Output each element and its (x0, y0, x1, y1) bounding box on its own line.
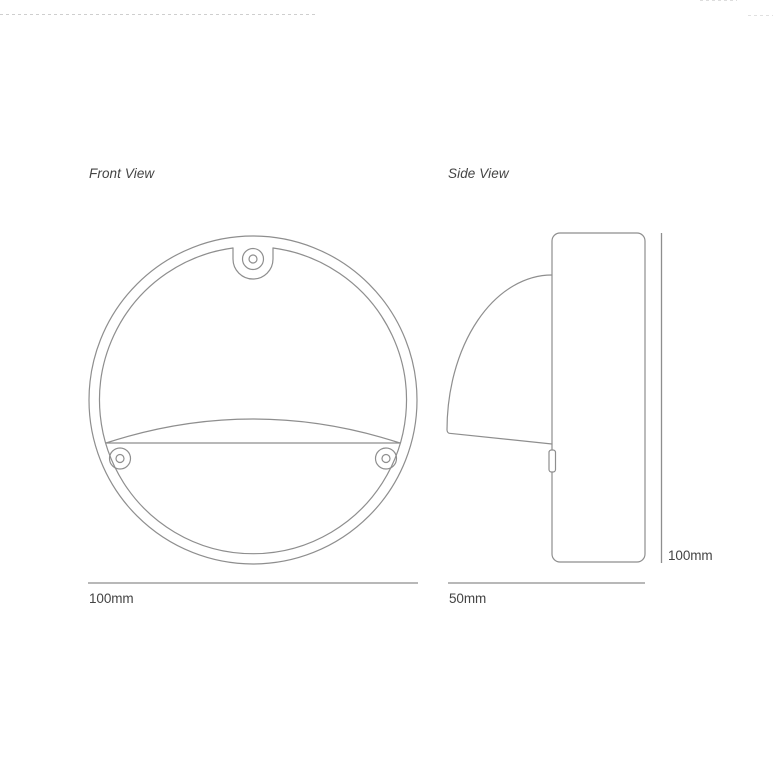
front-width-dimension-label: 100mm (89, 591, 134, 606)
bottom-right-screw-icon (376, 448, 397, 469)
bottom-left-screw-icon (110, 448, 131, 469)
screw-hole (382, 455, 390, 463)
depth-dimension-label: 50mm (449, 591, 487, 606)
screw-hole (116, 455, 124, 463)
front-view-drawing (88, 236, 418, 583)
side-body-outline (552, 233, 645, 562)
height-dimension-label: 100mm (668, 548, 713, 563)
front-inner-circle (99, 248, 406, 554)
side-view-label: Side View (448, 166, 509, 181)
screw-hole (249, 255, 257, 263)
side-hood-profile (447, 275, 552, 444)
screw-head (110, 448, 131, 469)
screw-head (243, 249, 264, 270)
side-fixing-tab (549, 450, 556, 472)
side-view-drawing (447, 233, 662, 583)
top-screw-icon (243, 249, 264, 270)
eyelid-arc (106, 419, 400, 443)
front-view-label: Front View (89, 166, 155, 181)
front-outer-circle (89, 236, 417, 564)
screw-head (376, 448, 397, 469)
